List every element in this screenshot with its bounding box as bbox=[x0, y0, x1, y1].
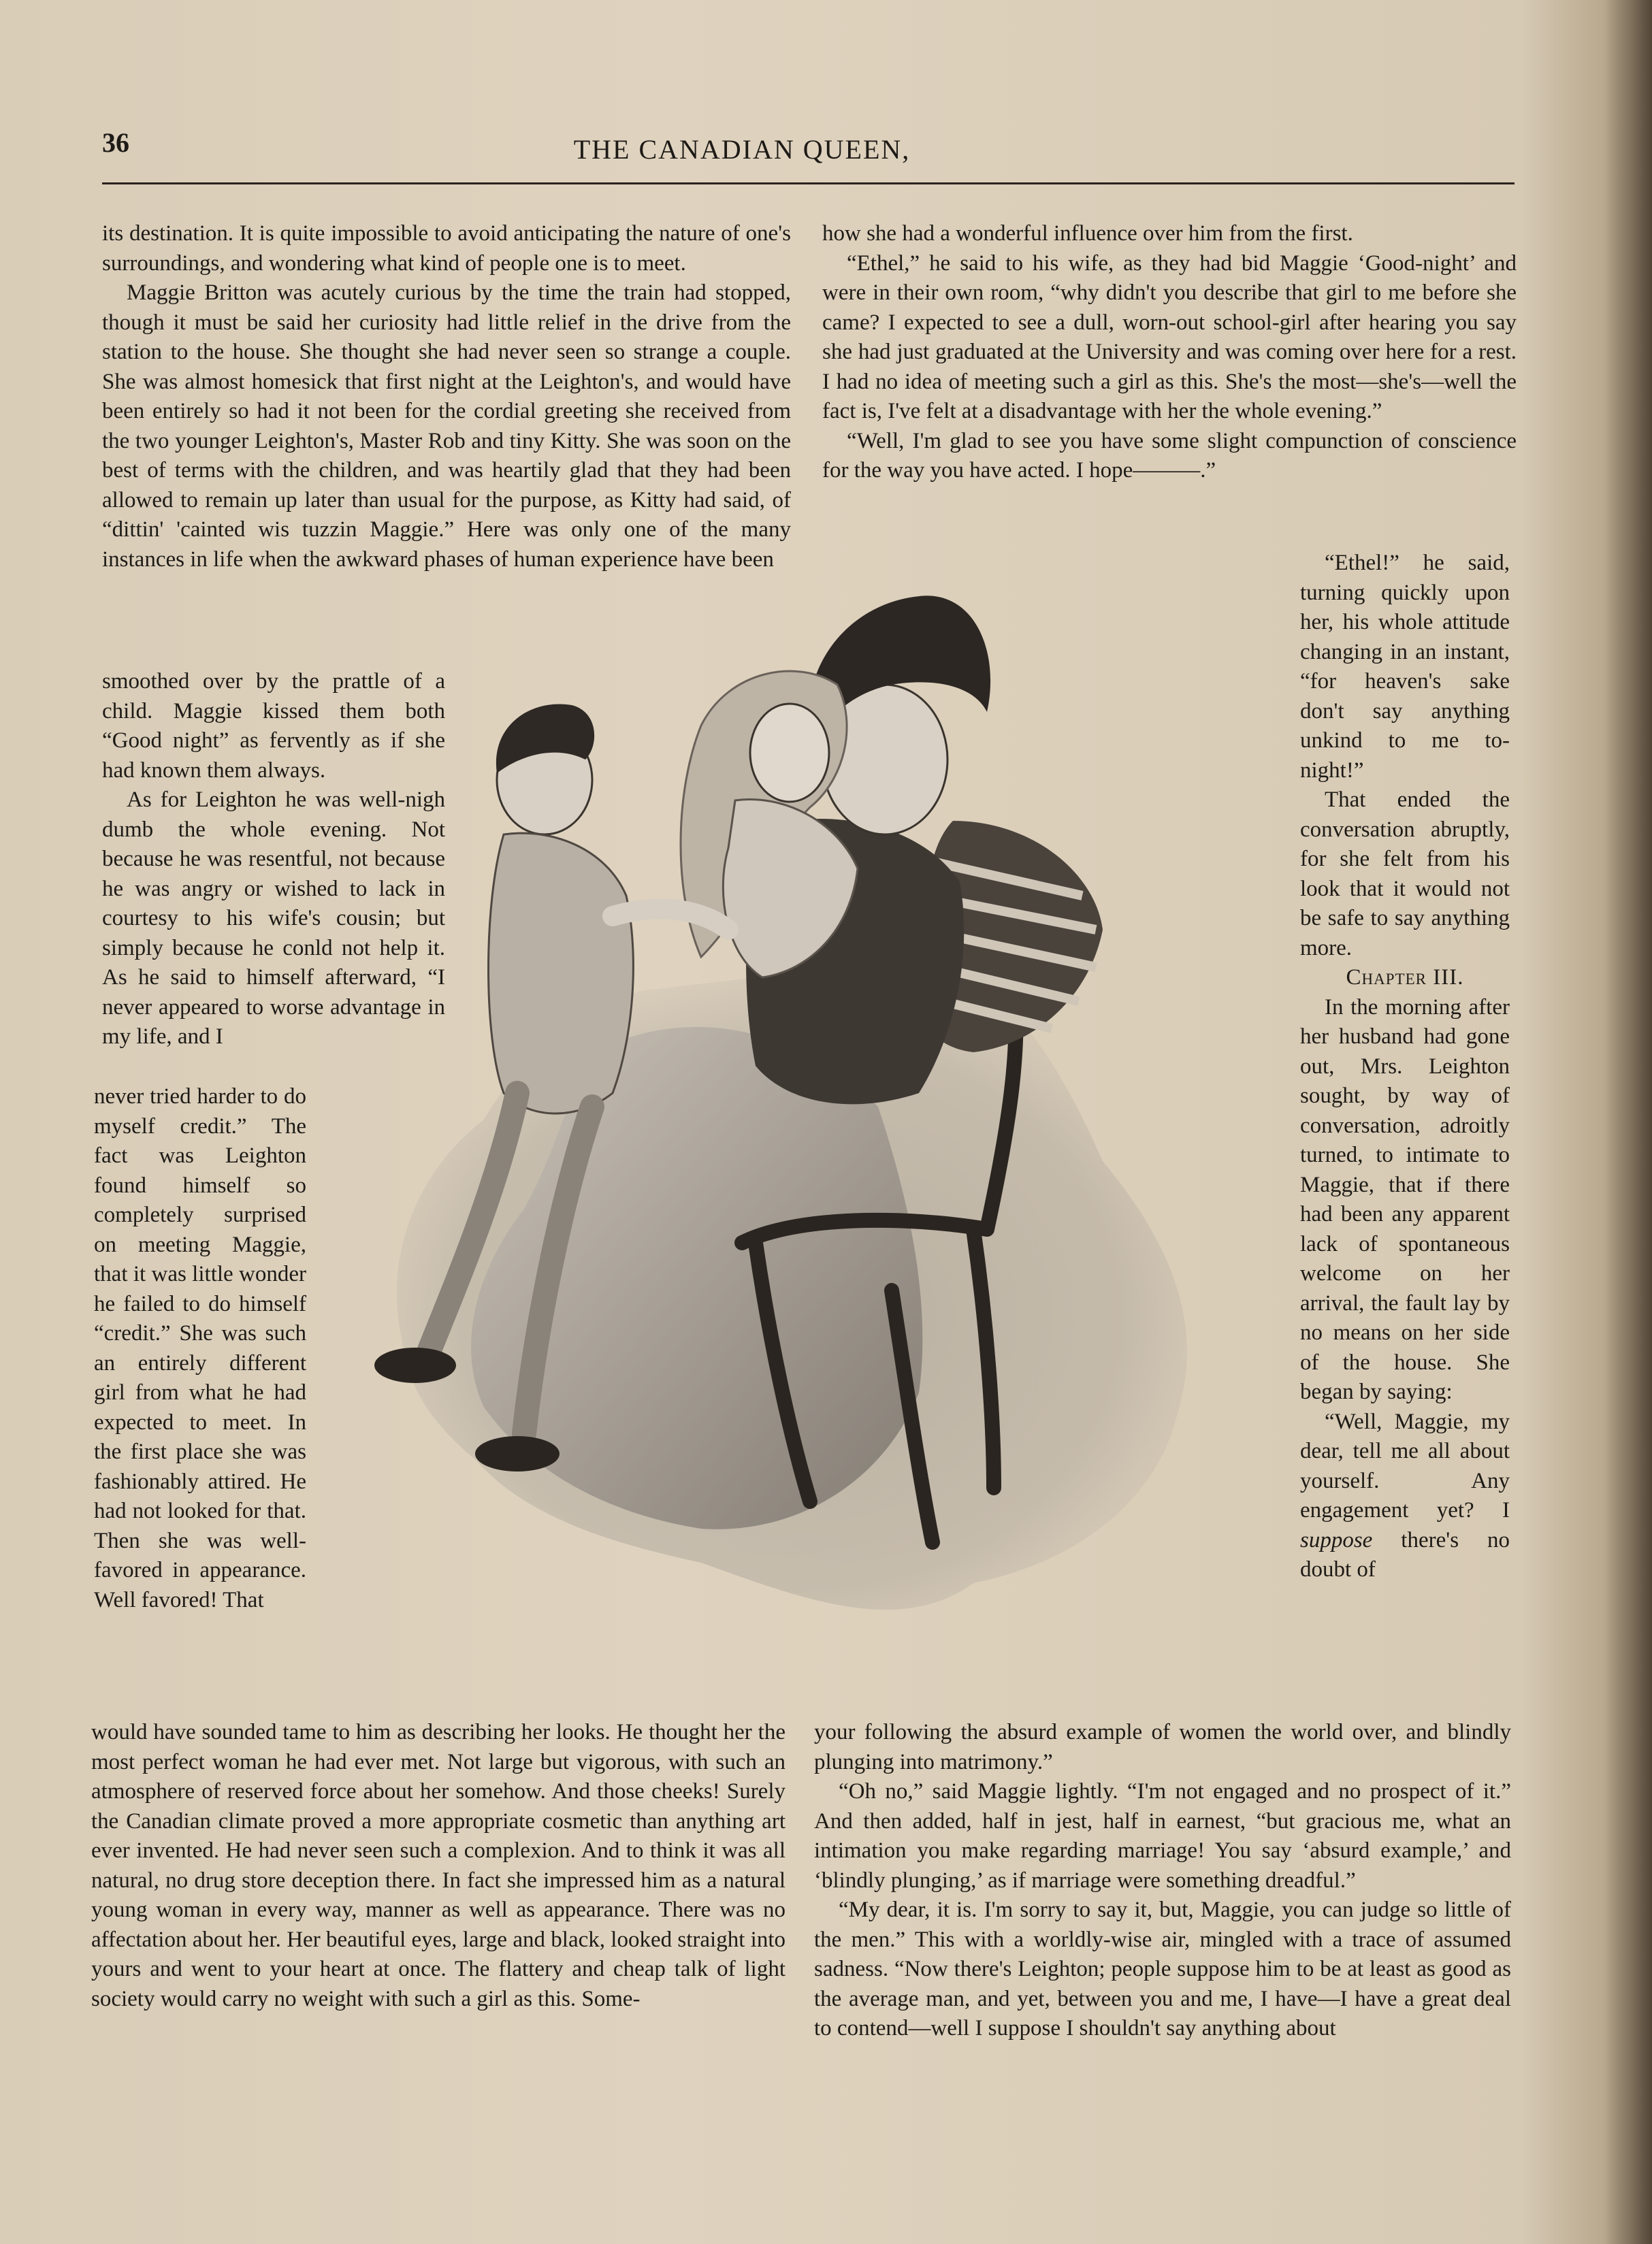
paragraph: smoothed over by the prattle of a child. Maggie kissed them both “Good night” as fervently as if she had known them always. bbox=[102, 669, 445, 783]
text-run: there's no doubt of bbox=[1300, 1527, 1510, 1582]
right-column-bottom bbox=[814, 1718, 1511, 2044]
paragraph: In the morning after her husband had gone out, Mrs. Leighton sought, by way of conversation, adroitly turned, to intimate to Maggie, that if there had been any apparent lack of spontaneous welcome on her arrival, the fault lay by no means on her side of the house. She began by saying: bbox=[1300, 994, 1510, 1404]
paragraph: “Well, I'm glad to see you have some slight compunction of conscience for the way you have acted. I hope———.” bbox=[822, 428, 1517, 483]
chapter-heading: Chapter III. bbox=[1346, 965, 1464, 990]
paragraph: how she had a wonderful influence over him from the first. bbox=[822, 221, 1353, 246]
paragraph: never tried harder to do myself credit.” The fact was Leighton found himself so completely surprised on meeting Maggie, that it was little wonder he failed to do himself “credit.” She was such an entirely different girl from what he had expected to meet. In the first place she was fashionably attired. He had not looked for that. Then she was well-favored in appearance. Well favored! That bbox=[94, 1084, 306, 1612]
left-column-bottom bbox=[91, 1718, 785, 2014]
paragraph: “Ethel!” he said, turning quickly upon her, his whole attitude changing in an instant, “for heaven's sake don't say anything unkind to me to-night!” bbox=[1300, 551, 1510, 783]
right-column-narrow bbox=[1300, 549, 1510, 1585]
girl-face bbox=[750, 704, 829, 802]
text-run: “Well, Maggie, my dear, tell me all about yourself. Any engagement yet? I bbox=[1300, 1409, 1510, 1523]
paragraph: Maggie Britton was acutely curious by the time the train had stopped, though it must be said her curiosity had little relief in the drive from the station to the house. She thought she had never seen so strange a couple. She was almost homesick that first night at the Leighton's, and would have been entirely so had it not been for the cordial greeting she received from the two younger Leighton's, Master Rob and tiny Kitty. She was soon on the best of terms with the children, and was heartily glad that they had been allowed to remain up later than usual for the purpose, as Kitty had said, of “dittin' 'cainted wis tuzzin Maggie.” Here was only one of the many instances in life when the awkward phases of human experience have been bbox=[102, 280, 791, 572]
paragraph: “Oh no,” said Maggie lightly. “I'm not engaged and no prospect of it.” And then added, half in jest, half in earnest, “but gracious me, what an intimation you make regarding marriage! You say ‘absurd example,’ and ‘blindly plunging,’ as if marriage were something dreadful.” bbox=[814, 1779, 1511, 1893]
paragraph: As for Leighton he was well-nigh dumb the whole evening. Not because he was resentful, not because he was angry or wished to lack in courtesy to his wife's cousin; but simply because he conld not help it. As he said to himself afterward, “I never appeared to worse advantage in my life, and I bbox=[102, 787, 445, 1049]
right-column-top bbox=[822, 219, 1517, 486]
running-title: THE CANADIAN QUEEN, bbox=[573, 134, 911, 165]
illustration-woman-with-children bbox=[320, 576, 1286, 1712]
paragraph: would have sounded tame to him as describing her looks. He thought her the most perfect woman he had ever met. Not large but vigorous, with such an atmosphere of reserved force about her somehow. And those cheeks! Surely the Canadian climate proved a more appropriate cosmetic than anything art ever invented. He had never seen such a complexion. And to think it was all natural, no drug store deception there. In fact she impressed him as a natural young woman in every way, manner as well as appearance. There was no affectation about her. Her beautiful eyes, large and black, looked straight into yours and went to your heart at once. The flattery and cheap talk of light society would carry no weight with such a girl as this. Some- bbox=[91, 1720, 785, 2011]
page-number: 36 bbox=[102, 127, 129, 158]
paragraph: its destination. It is quite impossible to avoid anticipating the nature of one's surroundings, and wondering what kind of people one is to meet. bbox=[102, 221, 791, 276]
boy-shoe bbox=[374, 1348, 456, 1383]
header-rule bbox=[102, 182, 1515, 184]
book-gutter bbox=[1604, 0, 1652, 2244]
paragraph: “My dear, it is. I'm sorry to say it, but, Maggie, you can judge so little of the men.” This with a worldly-wise air, mingled with a trace of assumed sadness. “Now there's Leighton; people suppose him to be at least as good as the average man, and yet, between you and me, I have—I have a great deal to contend—well I suppose I shouldn't say anything about bbox=[814, 1898, 1511, 2040]
paragraph: your following the absurd example of women the world over, and blindly plunging into matrimony.” bbox=[814, 1720, 1511, 1774]
paragraph: That ended the conversation abruptly, for she felt from his look that it would not be safe to say anything more. bbox=[1300, 787, 1510, 960]
left-column-narrow bbox=[94, 1082, 306, 1615]
paragraph: “Ethel,” he said to his wife, as they had bid Maggie ‘Good-night’ and were in their own room, “why didn't you describe that girl to me before she came? I expected to see a dull, worn-out school-girl after hearing you say she had just graduated at the University and was coming over here for a rest. I had no idea of meeting such a girl as this. She's the most—she's—well the fact is, I've felt at a disadvantage with her the whole evening.” bbox=[822, 250, 1517, 423]
paragraph bbox=[1300, 1408, 1510, 1585]
left-column-top bbox=[102, 219, 791, 574]
boy-body bbox=[489, 833, 634, 1113]
italic-word: suppose bbox=[1300, 1527, 1373, 1552]
boy-shoe bbox=[475, 1436, 560, 1471]
